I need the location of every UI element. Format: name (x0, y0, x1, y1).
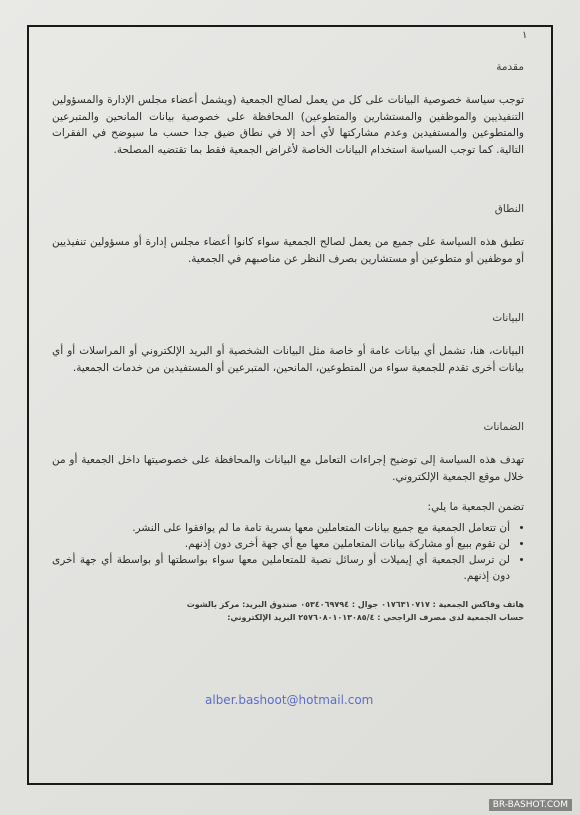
section-heading-scope: النطاق (494, 203, 524, 215)
section-body-data: البيانات، هنا، تشمل أي بيانات عامة أو خاصة مثل البيانات الشخصية أو البريد الإلكتروني أو المراسلات أو أي بيانات أخرى تقدم للجمعية سواء من المتطوعين، المانحين، المتبرعين أو المستفيدين من خدمات الجمعية. (52, 345, 524, 374)
list-item: • لن تقوم ببيع أو مشاركة بيانات المتعاملين معها مع أي جهة أخرى دون إذنهم. (52, 536, 510, 552)
section-heading-intro: مقدمة (496, 61, 524, 73)
list-intro: تضمن الجمعية ما يلي: (427, 501, 524, 513)
contact-line-phone: هاتف وفاكس الجمعية : ٠١٧٦٣١٠٧١٧ جوال : ٠٥٣٤٠٦٩٧٩٤ صندوق البريد: مركز بالشوت (186, 599, 524, 609)
email-link[interactable]: alber.bashoot@hotmail.com (205, 693, 374, 707)
contact-info (52, 598, 524, 624)
section-body-scope: تطبق هذه السياسة على جميع من يعمل لصالح الجمعية سواء كانوا أعضاء مجلس إدارة أو مسؤولين تنفيذيين أو موظفين أو متطوعين أو مستشارين بصرف النظر عن مناصبهم في الجمعية. (52, 236, 524, 265)
contact-line-bank: حساب الجمعية لدى مصرف الراجحي : ٢٥٧٦٠٨٠١٠١٣٠٨٥/٤ البريد الإلكتروني: (227, 612, 524, 622)
section-body-guarantees: تهدف هذه السياسة إلى توضيح إجراءات التعامل مع البيانات والمحافظة على خصوصيتها داخل الجمعية أو من خلال موقع الجمعية الإلكتروني. (52, 454, 524, 483)
site-watermark: BR-BASHOT.COM (489, 799, 572, 811)
list-item: • أن تتعامل الجمعية مع جميع بيانات المتعاملين معها بسرية تامة ما لم يوافقوا على النشر. (52, 520, 510, 536)
section-heading-data: البيانات (492, 312, 524, 324)
guarantee-list (52, 520, 524, 584)
corner-mark: ١ (522, 30, 528, 41)
section-heading-guarantees: الضمانات (483, 421, 524, 433)
list-item: • لن ترسل الجمعية أي إيميلات أو رسائل نصية للمتعاملين معها سواء بواسطتها أو بواسطة أي جهة أخرى دون إذنهم. (52, 552, 510, 584)
document-body (52, 60, 524, 624)
section-body-intro: توجب سياسة خصوصية البيانات على كل من يعمل لصالح الجمعية (ويشمل أعضاء مجلس الإدارة والمسؤولين التنفيذيين والموظفين والمستشارين والمتطوعين) المحافظة على خصوصية بيانات المانحين والمتبرعين والمتطوعين والمستفيدين وعدم مشاركتها لأي أحد إلا في نطاق ضيق جدا حسب ما سيوضح في الفقرات التالية. كما توجب السياسة استخدام البيانات الخاصة لأغراض الجمعية فقط بما تقتضيه المصلحة. (52, 94, 524, 156)
